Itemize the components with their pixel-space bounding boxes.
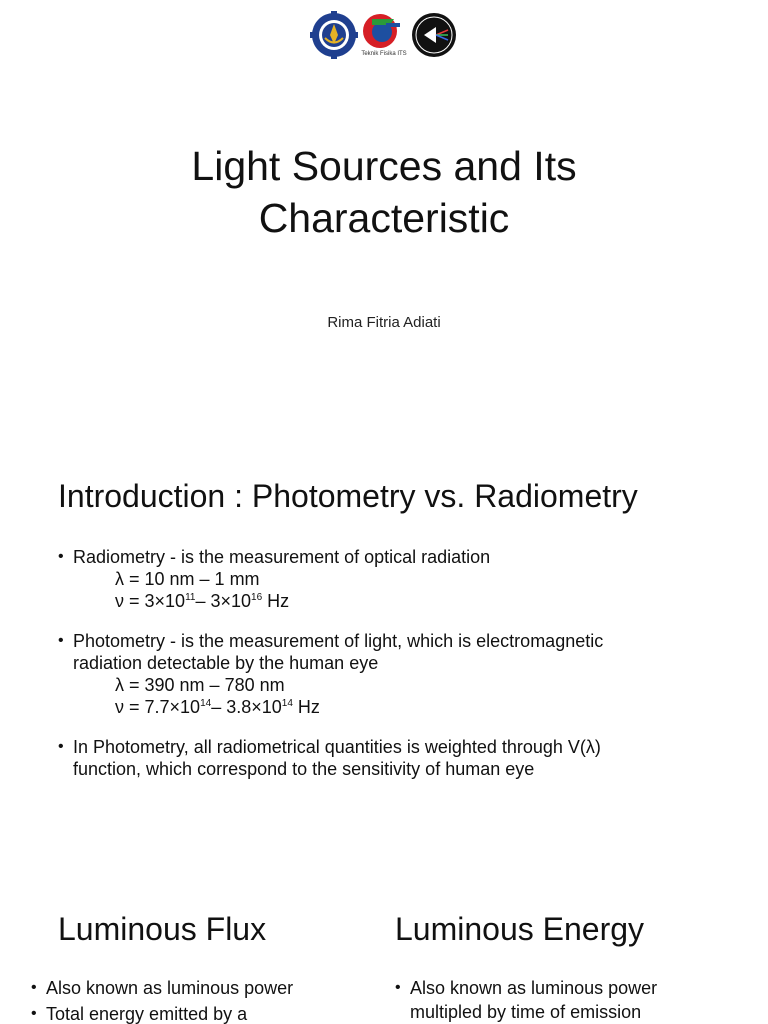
list-item: • Total energy emitted by a bbox=[31, 1002, 341, 1024]
freq-unit: Hz bbox=[292, 697, 320, 717]
bullet-text: multipled by time of emission bbox=[410, 1002, 642, 1022]
freq-text: ν = 3×10 bbox=[115, 591, 186, 611]
freq-exponent: 14 bbox=[200, 698, 212, 709]
luminous-slide bbox=[0, 864, 768, 1024]
teknik-fisika-logo-icon bbox=[360, 11, 408, 51]
radiometry-wavelength-range: λ = 10 nm – 1 mm bbox=[115, 569, 260, 589]
bullet-radiometry bbox=[58, 546, 718, 568]
its-logo-icon bbox=[310, 11, 358, 59]
freq-exponent: 11 bbox=[185, 592, 196, 603]
logo-caption: Teknik Fisika ITS bbox=[361, 51, 407, 57]
column-heading: Luminous Energy bbox=[395, 911, 645, 947]
photometry-frequency-range bbox=[58, 696, 718, 718]
bullet-list bbox=[58, 546, 718, 780]
freq-exponent: 14 bbox=[281, 698, 293, 709]
list-item: • Also known as luminous power bbox=[31, 976, 341, 1000]
freq-exponent: 16 bbox=[251, 592, 263, 603]
column-heading: Luminous Flux bbox=[58, 911, 267, 947]
photometry-wavelength-range: λ = 390 nm – 780 nm bbox=[115, 675, 285, 695]
title-line-2: Characteristic bbox=[258, 195, 510, 241]
lab-logo-icon bbox=[410, 11, 458, 59]
bullet-photometry bbox=[58, 630, 718, 674]
title-slide bbox=[0, 0, 768, 432]
author-name: Rima Fitria Adiati bbox=[327, 314, 441, 331]
bullet-text: • Photometry - is the measurement of light, which is electromagnetic bbox=[73, 631, 604, 651]
bullet-text: function, which correspond to the sensitivity of human eye bbox=[73, 759, 535, 779]
bullet-text: • Also known as luminous power bbox=[410, 978, 658, 998]
radiometry-frequency-range bbox=[58, 590, 718, 612]
bullet-text: Radiometry - is the measurement of optical radiation bbox=[73, 547, 491, 567]
freq-text: ν = 7.7×10 bbox=[115, 697, 201, 717]
list-item bbox=[395, 976, 705, 1024]
bullet-weighting bbox=[58, 736, 718, 780]
bullet-text: radiation detectable by the human eye bbox=[73, 653, 379, 673]
logo-group bbox=[310, 11, 460, 61]
bullet-text: • In Photometry, all radiometrical quantities is weighted through V(λ) bbox=[73, 737, 601, 757]
freq-text: – 3×10 bbox=[195, 591, 252, 611]
title-line-1: Light Sources and Its bbox=[191, 143, 577, 189]
freq-unit: Hz bbox=[262, 591, 290, 611]
freq-text: – 3.8×10 bbox=[211, 697, 282, 717]
bullet-list bbox=[395, 976, 705, 1024]
bullet-list bbox=[31, 976, 341, 1024]
slide-title bbox=[80, 140, 688, 244]
introduction-slide bbox=[0, 432, 768, 864]
slide-heading: Introduction : Photometry vs. Radiometry bbox=[58, 478, 638, 514]
